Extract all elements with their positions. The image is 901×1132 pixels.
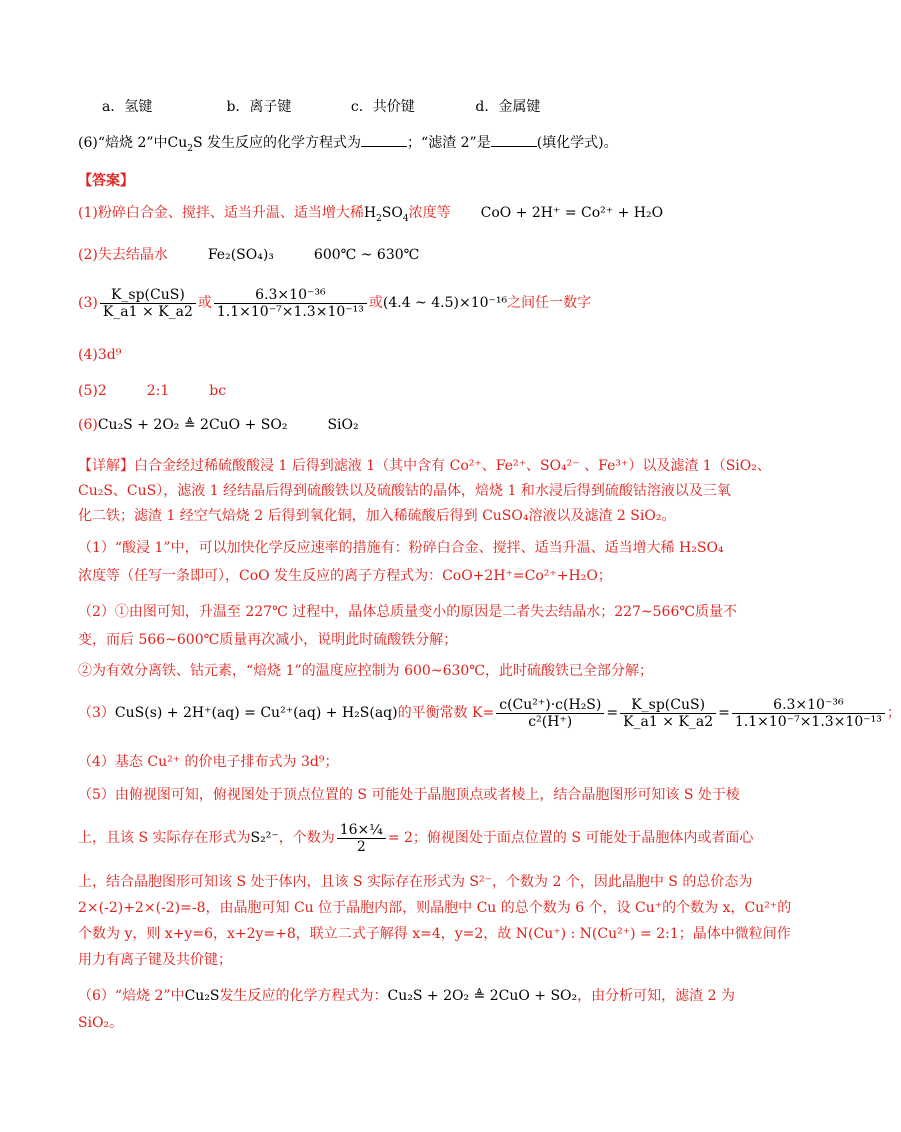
- ans5-label: (5)2: [78, 383, 107, 399]
- p5-fraction-1: $\frac{\text{c(Cu²⁺)·c(H₂S)}}{\text{c²(H⁺)}}$: [496, 697, 604, 730]
- ans5-ratio: 2:1: [146, 383, 170, 399]
- ans3-tail: 之间任一数字: [507, 295, 592, 311]
- detail-p8-line2: SiO₂。: [78, 1015, 124, 1031]
- detail-p7-line1: （5）由俯视图可知，俯视图处于顶点位置的 S 可能处于晶胞顶点或者棱上，结合晶胞图形可知该 S 处于棱: [78, 787, 740, 803]
- p5-fraction-3: $\frac{\text{6.3×10⁻³⁶}}{\text{1.1×10⁻⁷×1.3×10⁻¹³}}$: [732, 697, 885, 730]
- detail-p7-line5: 个数为 y，则 x+y=6，x+2y=+8，联立二式子解得 x=4，y=2，故 N(Cu⁺) : N(Cu²⁺) = 2:1；晶体中微粒间作: [78, 926, 791, 942]
- ans3-range: (4.4 ~ 4.5)×10⁻¹⁶: [382, 295, 508, 311]
- option-d: d．金属键: [475, 99, 541, 115]
- answer-6: [78, 415, 359, 435]
- p5-mid: 的平衡常数 K=: [397, 705, 495, 721]
- ans3-label: (3): [78, 295, 98, 311]
- q6-text2: ；“滤渣 2”是: [407, 135, 491, 151]
- detail-p3-line1: （2）①由图可知，升温至 227℃ 过程中，晶体总质量变小的原因是二者失去结晶水；227~566℃质量不: [78, 604, 738, 620]
- p8-l1c: ，由分析可知，滤渣 2 为: [577, 988, 735, 1004]
- q6-text1: 发生反应的化学方程式为: [202, 135, 362, 151]
- answer-1: [78, 203, 663, 223]
- p8-l1b: 发生反应的化学方程式为：: [219, 988, 388, 1004]
- p5-equals-1: =: [606, 705, 619, 721]
- option-a: a．氢键: [102, 99, 153, 115]
- option-b: b．离子键: [226, 99, 292, 115]
- detail-p6: （4）基态 Cu²⁺ 的价电子排布式为 3d⁹；: [78, 754, 339, 770]
- answer-4: (4)3d⁹: [78, 347, 122, 363]
- choice-options: [102, 97, 540, 117]
- p8-l1a: （6）“焙烧 2”中: [78, 988, 185, 1004]
- ans2-salt: Fe₂(SO₄)₃: [207, 247, 274, 263]
- answer-blank-1[interactable]: [361, 133, 407, 147]
- detail-p3-line2: 变，而后 566~600℃质量再次减小，说明此时硫酸铁分解；: [78, 632, 458, 648]
- ans2-temp: 600℃ ~ 630℃: [313, 247, 420, 263]
- p5-label: （3）: [78, 705, 115, 721]
- ans3-fraction-2: $\frac{\text{6.3×10⁻³⁶}}{\text{1.1×10⁻⁷×1.3×10⁻¹³}}$: [214, 287, 367, 320]
- detail-p1-line3: 化二铁；滤渣 1 经空气焙烧 2 后得到氧化铜，加入稀硫酸后得到 CuSO₄溶液以及滤渣 2 SiO₂。: [78, 508, 676, 524]
- option-c: c．共价键: [350, 99, 415, 115]
- q6-text3: (填化学式)。: [536, 135, 618, 151]
- answer-blank-2[interactable]: [491, 133, 537, 147]
- ans3-fraction-1: $\frac{\text{K\_sp(CuS)}}{K\_a1 \times K\_a2}$: [100, 287, 196, 320]
- detail-p7-line2: [78, 818, 753, 858]
- p7-s2: S₂²⁻: [250, 830, 279, 846]
- detail-p1-line1: 【详解】白合金经过稀硫酸酸浸 1 后得到滤液 1（其中含有 Co²⁺、Fe²⁺、SO₄²⁻ 、Fe³⁺）以及滤渣 1（SiO₂、: [78, 458, 771, 474]
- q6-label: (6)“焙烧 2”中: [78, 135, 168, 151]
- answer-header: 【答案】: [78, 173, 134, 189]
- p5-end: ；: [886, 705, 901, 721]
- ans6-residue: SiO₂: [327, 417, 359, 433]
- ans1-acid: $H_2SO_4$: [363, 205, 409, 224]
- p5-fraction-2: $\frac{\text{K\_sp(CuS)}}{K\_a1 \times K\_a2}$: [620, 697, 716, 730]
- p7-l2b: ，个数为: [278, 830, 335, 846]
- detail-p2-line2: 浓度等（任写一条即可），CoO 发生反应的离子方程式为：CoO+2H⁺=Co²⁺+H₂O；: [78, 568, 612, 584]
- ans1-tail: 浓度等: [408, 205, 451, 221]
- ans6-equation: Cu₂S + 2O₂ ≜ 2CuO + SO₂: [97, 417, 288, 433]
- detail-p7-line3: 上，结合晶胞图形可知该 S 处于体内，且该 S 实际存在形式为 S²⁻，个数为 2 个，因此晶胞中 S 的总价态为: [78, 874, 753, 890]
- detail-p4: ②为有效分离铁、钴元素，“焙烧 1”的温度应控制为 600~630℃，此时硫酸铁已全部分解；: [78, 663, 653, 679]
- p8-cu2s: Cu₂S: [184, 988, 220, 1004]
- ans1-label: (1)粉碎白合金、搅拌、适当升温、适当增大稀: [78, 205, 364, 221]
- p5-equals-2: =: [718, 705, 730, 721]
- p5-reaction: CuS(s) + 2H⁺(aq) = Cu²⁺(aq) + H₂S(aq): [114, 705, 398, 721]
- ans5-bonds: bc: [209, 383, 227, 399]
- p7-fraction: $\frac{\text{16×¼}}{2}$: [337, 822, 386, 855]
- detail-p5: [78, 693, 901, 733]
- ans1-equation: CoO + 2H⁺ = Co²⁺ + H₂O: [480, 205, 664, 221]
- detail-p2-line1: （1）“酸浸 1”中，可以加快化学反应速率的措施有：粉碎白合金、搅拌、适当升温、适当增大稀 H₂SO₄: [78, 540, 724, 556]
- detail-p7-line4: 2×(-2)+2×(-2)=-8，由晶胞可知 Cu 位于晶胞内部，则晶胞中 Cu 的总个数为 6 个，设 Cu⁺的个数为 x，Cu²⁺的: [78, 900, 792, 916]
- detail-p7-line6: 用力有离子键及共价键；: [78, 952, 232, 968]
- answer-3: [78, 283, 591, 323]
- detail-p8-line1: [78, 986, 735, 1006]
- detail-p1-line2: Cu₂S、CuS），滤液 1 经结晶后得到硫酸铁以及硫酸钴的晶体，焙烧 1 和水浸后得到硫酸钴溶液以及三氧: [78, 483, 731, 499]
- q6-formula: $Cu_2S$: [167, 135, 203, 154]
- ans3-or-1: 或: [197, 295, 212, 311]
- p8-equation: Cu₂S + 2O₂ ≜ 2CuO + SO₂: [387, 988, 578, 1004]
- answer-2: [78, 245, 419, 265]
- ans2-label: (2)失去结晶水: [78, 247, 168, 263]
- ans6-label: (6): [78, 417, 98, 433]
- ans3-or-2: 或: [368, 295, 383, 311]
- p7-l2c: = 2；俯视图处于面点位置的 S 可能处于晶胞体内或者面心: [387, 830, 754, 846]
- answer-5: [78, 381, 226, 401]
- question-6: [78, 133, 618, 153]
- p7-l2a: 上，且该 S 实际存在形式为: [78, 830, 251, 846]
